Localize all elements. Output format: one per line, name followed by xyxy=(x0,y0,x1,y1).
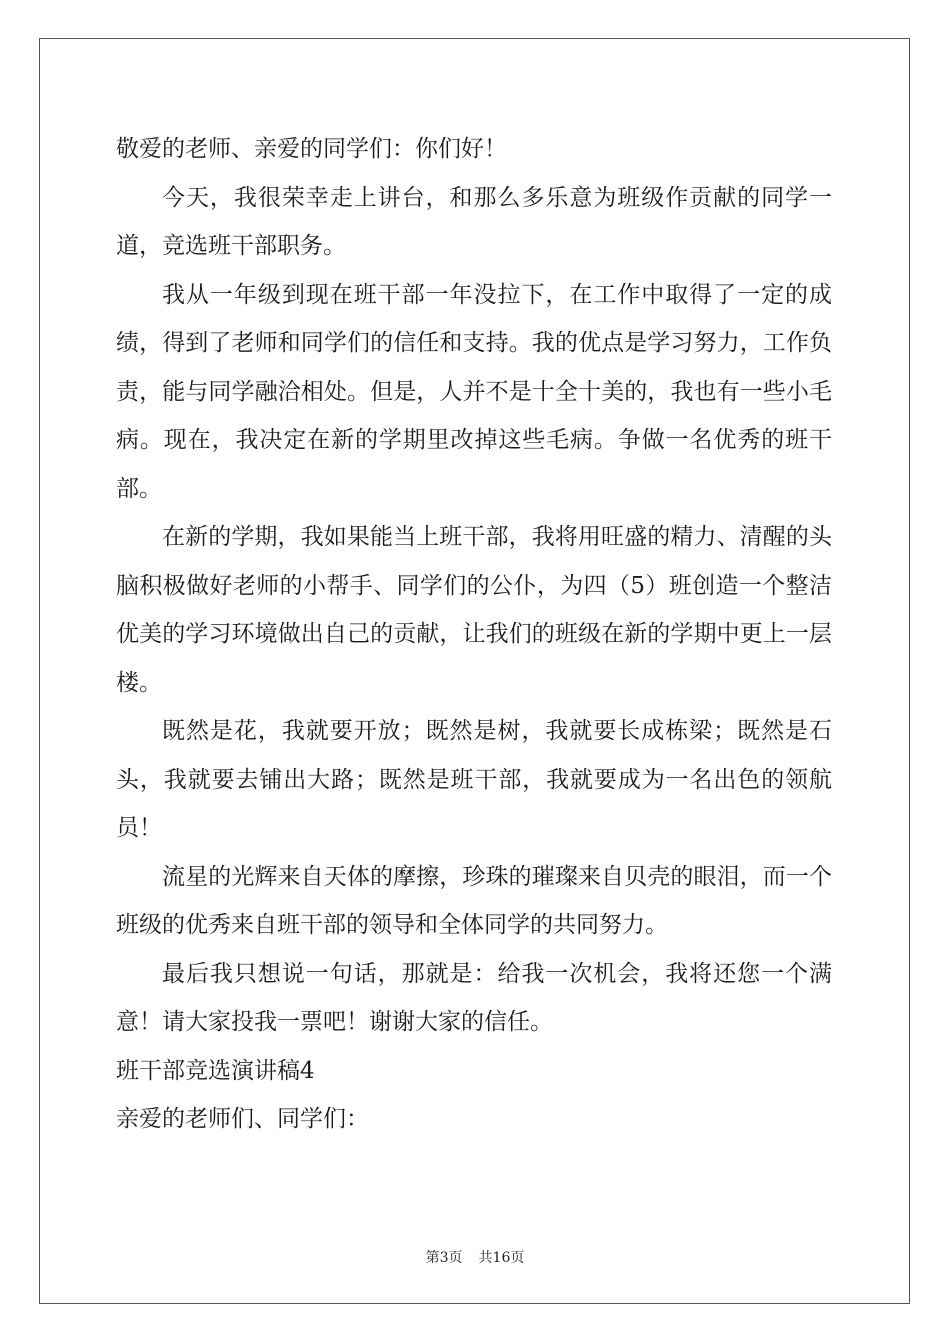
body-paragraph: 既然是花，我就要开放；既然是树，我就要长成栋梁；既然是石头，我就要去铺出大路；既然是班干部，我就要成为一名出色的领航员！ xyxy=(116,718,832,841)
body-paragraph: 流星的光辉来自天体的摩擦，珍珠的璀璨来自贝壳的眼泪，而一个班级的优秀来自班干部的领导和全体同学的共同努力。 xyxy=(116,863,832,938)
body-paragraph: 最后我只想说一句话，那就是：给我一次机会，我将还您一个满意！请大家投我一票吧！谢谢大家的信任。 xyxy=(116,960,832,1035)
body-paragraph: 在新的学期，我如果能当上班干部，我将用旺盛的精力、清醒的头脑积极做好老师的小帮手、同学们的公仆，为四（5）班创造一个整洁优美的学习环境做出自己的贡献，让我们的班级在新的学期中更上一层楼。 xyxy=(116,524,832,696)
body-paragraph: 我从一年级到现在班干部一年没拉下，在工作中取得了一定的成绩，得到了老师和同学们的信任和支持。我的优点是学习努力，工作负责，能与同学融洽相处。但是，人并不是十全十美的，我也有一些小毛病。现在，我决定在新的学期里改掉这些毛病。争做一名优秀的班干部。 xyxy=(116,281,832,502)
page-footer xyxy=(0,1247,950,1267)
body-paragraph: 今天，我很荣幸走上讲台，和那么多乐意为班级作贡献的同学一道，竞选班干部职务。 xyxy=(116,184,832,259)
greeting-paragraph: 敬爱的老师、亲爱的同学们：你们好！ xyxy=(116,136,507,162)
salutation-paragraph: 亲爱的老师们、同学们： xyxy=(116,1106,369,1132)
document-body xyxy=(116,125,832,1144)
section-heading: 班干部竞选演讲稿4 xyxy=(116,1057,315,1084)
page-number: 第3页 xyxy=(425,1250,463,1266)
total-pages: 共16页 xyxy=(478,1250,525,1266)
